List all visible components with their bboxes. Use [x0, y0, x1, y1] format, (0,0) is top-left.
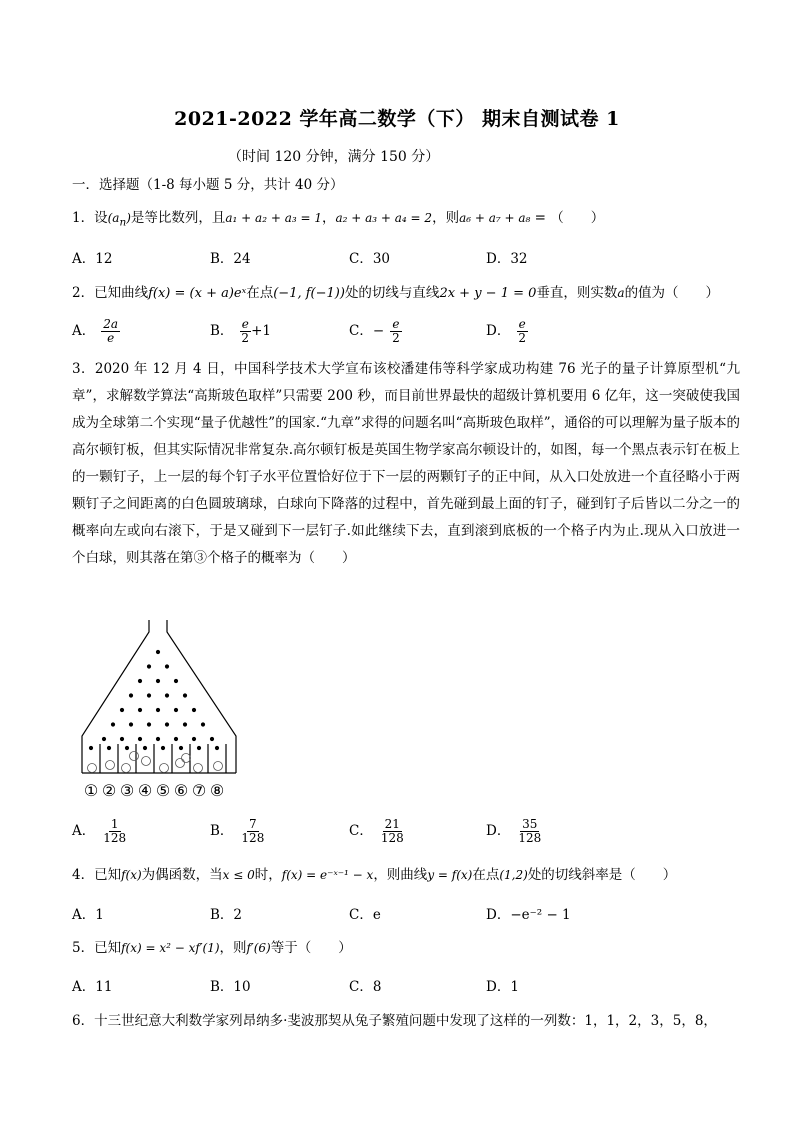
slot-label: ⑧ — [209, 781, 225, 800]
q4-text-f: 处的切线斜率是（ ） — [527, 867, 677, 883]
q1-option-c[interactable]: C．30 — [349, 251, 391, 267]
q4-option-b[interactable]: B．2 — [210, 907, 243, 923]
pin-dot — [143, 746, 147, 750]
q2-func: f(x) = (x + a)eˣ — [148, 286, 247, 301]
q4-curve: y = f(x) — [427, 868, 473, 882]
slot-label: ④ — [137, 781, 153, 800]
slot-label: ⑥ — [173, 781, 189, 800]
section-heading: 一．选择题（1-8 每小题 5 分，共计 40 分） — [72, 177, 344, 193]
ball — [176, 759, 185, 768]
pin-dot — [156, 679, 160, 683]
pin-dot — [197, 746, 201, 750]
exam-info: （时间 120 分钟，满分 150 分） — [228, 149, 440, 165]
ball — [106, 761, 115, 770]
pin-dot — [183, 722, 187, 726]
pin-dot — [192, 708, 196, 712]
pin-dot — [147, 664, 151, 668]
pin-dot — [174, 708, 178, 712]
q2-option-c[interactable]: C．− $\frac{e}{2}$ — [349, 317, 400, 345]
question-1 — [72, 207, 742, 233]
pin-dot — [156, 737, 160, 741]
pin-dot — [107, 746, 111, 750]
pin-dot — [138, 708, 142, 712]
q4-point: (1,2) — [499, 868, 528, 882]
q4-option-c[interactable]: C．e — [349, 907, 381, 923]
q1-seq: $(a_n)$ — [107, 211, 131, 229]
pin-dot — [179, 746, 183, 750]
question-3: 3．2020 年 12 月 4 日，中国科学技术大学宣布该校潘建伟等科学家成功构建 76 光子的量子计算原型机“九章”，求解数学算法“高斯玻色取样”只需要 200 秒，而目前世界最快的超级计算机要用 6 亿年，这一突破使我国成为全球第二个实现“量子优越性”的国家.“九章”求得的问题名叫“高斯玻色取样”，通俗的可以理解为量子版本的高尔顿钉板，但其实际情况非常复杂.高尔顿钉板是英国生物学家高尔顿设计的，如图，每一个黑点表示钉在板上的一颗钉子，上一层的每个钉子水平位置恰好位于下一层的两颗钉子的正中间，从入口处放进一个直径略小于两颗钉子之间距离的白色圆玻璃球，白球向下降落的过程中，首先碰到最上面的钉子，碰到钉子后皆以二分之一的概率向左或向右滚下，于是又碰到下一层钉子.如此继续下去，直到滚到底板的一个格子内为止.现从入口放进一个白球，则其落在第③个格子的概率为（ ） — [72, 361, 740, 566]
pin-dot — [89, 746, 93, 750]
page-title: 2021-2022 学年高二数学（下） 期末自测试卷 1 — [174, 108, 620, 130]
q5-text: 5．已知 — [72, 940, 122, 956]
slot-label: ① — [83, 781, 99, 800]
pin-dot — [129, 722, 133, 726]
question-4 — [72, 864, 742, 886]
q1-cond2: a₂ + a₃ + a₄ = 2 — [335, 211, 433, 225]
q5-options — [72, 975, 742, 995]
q1-text-c: ，则 — [432, 210, 460, 226]
q2-option-b[interactable]: B． $\frac{e}{2}$ +1 — [210, 317, 271, 345]
q2-text-e: 的值为（ ） — [624, 285, 720, 301]
q4-options — [72, 903, 742, 923]
pin-dot — [210, 737, 214, 741]
q4-text-c: 时， — [254, 867, 282, 883]
q2-var: a — [617, 286, 625, 300]
pin-dot — [138, 737, 142, 741]
q5-option-c[interactable]: C．8 — [349, 979, 382, 995]
q4-text-d: ，则曲线 — [373, 867, 428, 883]
ball — [214, 762, 223, 771]
pin-dot — [102, 737, 106, 741]
q3-option-b[interactable]: B． $\frac{7}{128}$ — [210, 817, 265, 845]
pin-dot — [161, 746, 165, 750]
q3-option-a[interactable]: A． $\frac{1}{128}$ — [72, 817, 127, 845]
ball — [130, 752, 139, 761]
pin-dot — [165, 664, 169, 668]
pin-dot — [165, 693, 169, 697]
q1-option-a[interactable]: A．12 — [72, 251, 113, 267]
pin-dot — [111, 722, 115, 726]
q4-cond: x ≤ 0 — [222, 868, 255, 882]
slot-label: ⑦ — [191, 781, 207, 800]
q5-text-c: 等于（ ） — [270, 940, 352, 956]
ball — [88, 764, 97, 773]
pin-dot — [147, 693, 151, 697]
q1-option-d[interactable]: D．32 — [486, 251, 528, 267]
q2-options — [72, 318, 742, 348]
question-6: 6．十三世纪意大利数学家列昂纳多·斐波那契从兔子繁殖问题中发现了这样的一列数：1，1，2，3，5，8， — [72, 1013, 717, 1029]
q4-def: f(x) = e⁻ˣ⁻¹ − x — [281, 868, 374, 882]
ball — [122, 764, 131, 773]
question-5 — [72, 937, 742, 959]
question-2 — [72, 282, 742, 305]
q3-option-c[interactable]: C． $\frac{21}{128}$ — [349, 817, 404, 845]
q2-text-d: 垂直，则实数 — [536, 285, 618, 301]
q4-text-b: 为偶函数，当 — [141, 867, 223, 883]
q2-option-d[interactable]: D． $\frac{e}{2}$ — [486, 317, 526, 345]
pin-dot — [129, 693, 133, 697]
q2-text: 2．已知曲线 — [72, 285, 149, 301]
q1-ask: = （ ） — [530, 210, 605, 226]
galton-board-figure — [74, 618, 246, 804]
pin-dot — [174, 679, 178, 683]
q1-expr: a₆ + a₇ + a₈ — [459, 211, 531, 225]
slot-label: ⑤ — [155, 781, 171, 800]
pin-dot — [215, 746, 219, 750]
q4-option-d[interactable]: D．−e⁻² − 1 — [486, 907, 571, 923]
q4-text: 4．已知 — [72, 867, 122, 883]
q1-sep: ， — [321, 210, 336, 226]
board-left-wall — [82, 620, 149, 773]
pin-dot — [120, 737, 124, 741]
q1-option-b[interactable]: B．24 — [210, 251, 251, 267]
q5-text-b: ，则 — [219, 940, 247, 956]
q3-option-d[interactable]: D． $\frac{35}{128}$ — [486, 817, 542, 845]
ball — [160, 764, 169, 773]
q4-option-a[interactable]: A．1 — [72, 907, 104, 923]
q3-options — [72, 818, 742, 850]
q5-option-b[interactable]: B．10 — [210, 979, 251, 995]
q2-text-b: 在点 — [246, 285, 274, 301]
q2-option-a[interactable]: A． $\frac{2a}{e}$ — [72, 317, 119, 345]
q5-option-a[interactable]: A．11 — [72, 979, 113, 995]
pin-dot — [125, 746, 129, 750]
q2-line: 2x + y − 1 = 0 — [439, 286, 537, 301]
q5-ask: f′(6) — [246, 941, 271, 955]
q5-def: f(x) = x² − xf′(1) — [121, 941, 220, 955]
q1-text-b: 是等比数列，且 — [130, 210, 226, 226]
pin-dot — [156, 650, 160, 654]
q5-option-d[interactable]: D．1 — [486, 979, 519, 995]
pin-dot — [120, 708, 124, 712]
pin-dot — [201, 722, 205, 726]
ball — [182, 754, 191, 763]
pin-dot — [192, 737, 196, 741]
q2-text-c: 处的切线与直线 — [344, 285, 440, 301]
pin-dot — [174, 737, 178, 741]
q4-text-e: 在点 — [472, 867, 500, 883]
pin-dot — [165, 722, 169, 726]
ball — [194, 764, 203, 773]
slot-label: ③ — [119, 781, 135, 800]
q1-cond1: a₁ + a₂ + a₃ = 1 — [225, 211, 322, 225]
q1-text: 1．设 — [72, 210, 108, 226]
pin-dot — [156, 708, 160, 712]
pin-dot — [147, 722, 151, 726]
ball — [142, 757, 151, 766]
pin-dot — [183, 693, 187, 697]
pin-dot — [138, 679, 142, 683]
q2-point: (−1, f(−1)) — [273, 286, 345, 301]
slot-label: ② — [101, 781, 117, 800]
q4-fx: f(x) — [121, 868, 142, 882]
q1-options — [72, 247, 742, 267]
